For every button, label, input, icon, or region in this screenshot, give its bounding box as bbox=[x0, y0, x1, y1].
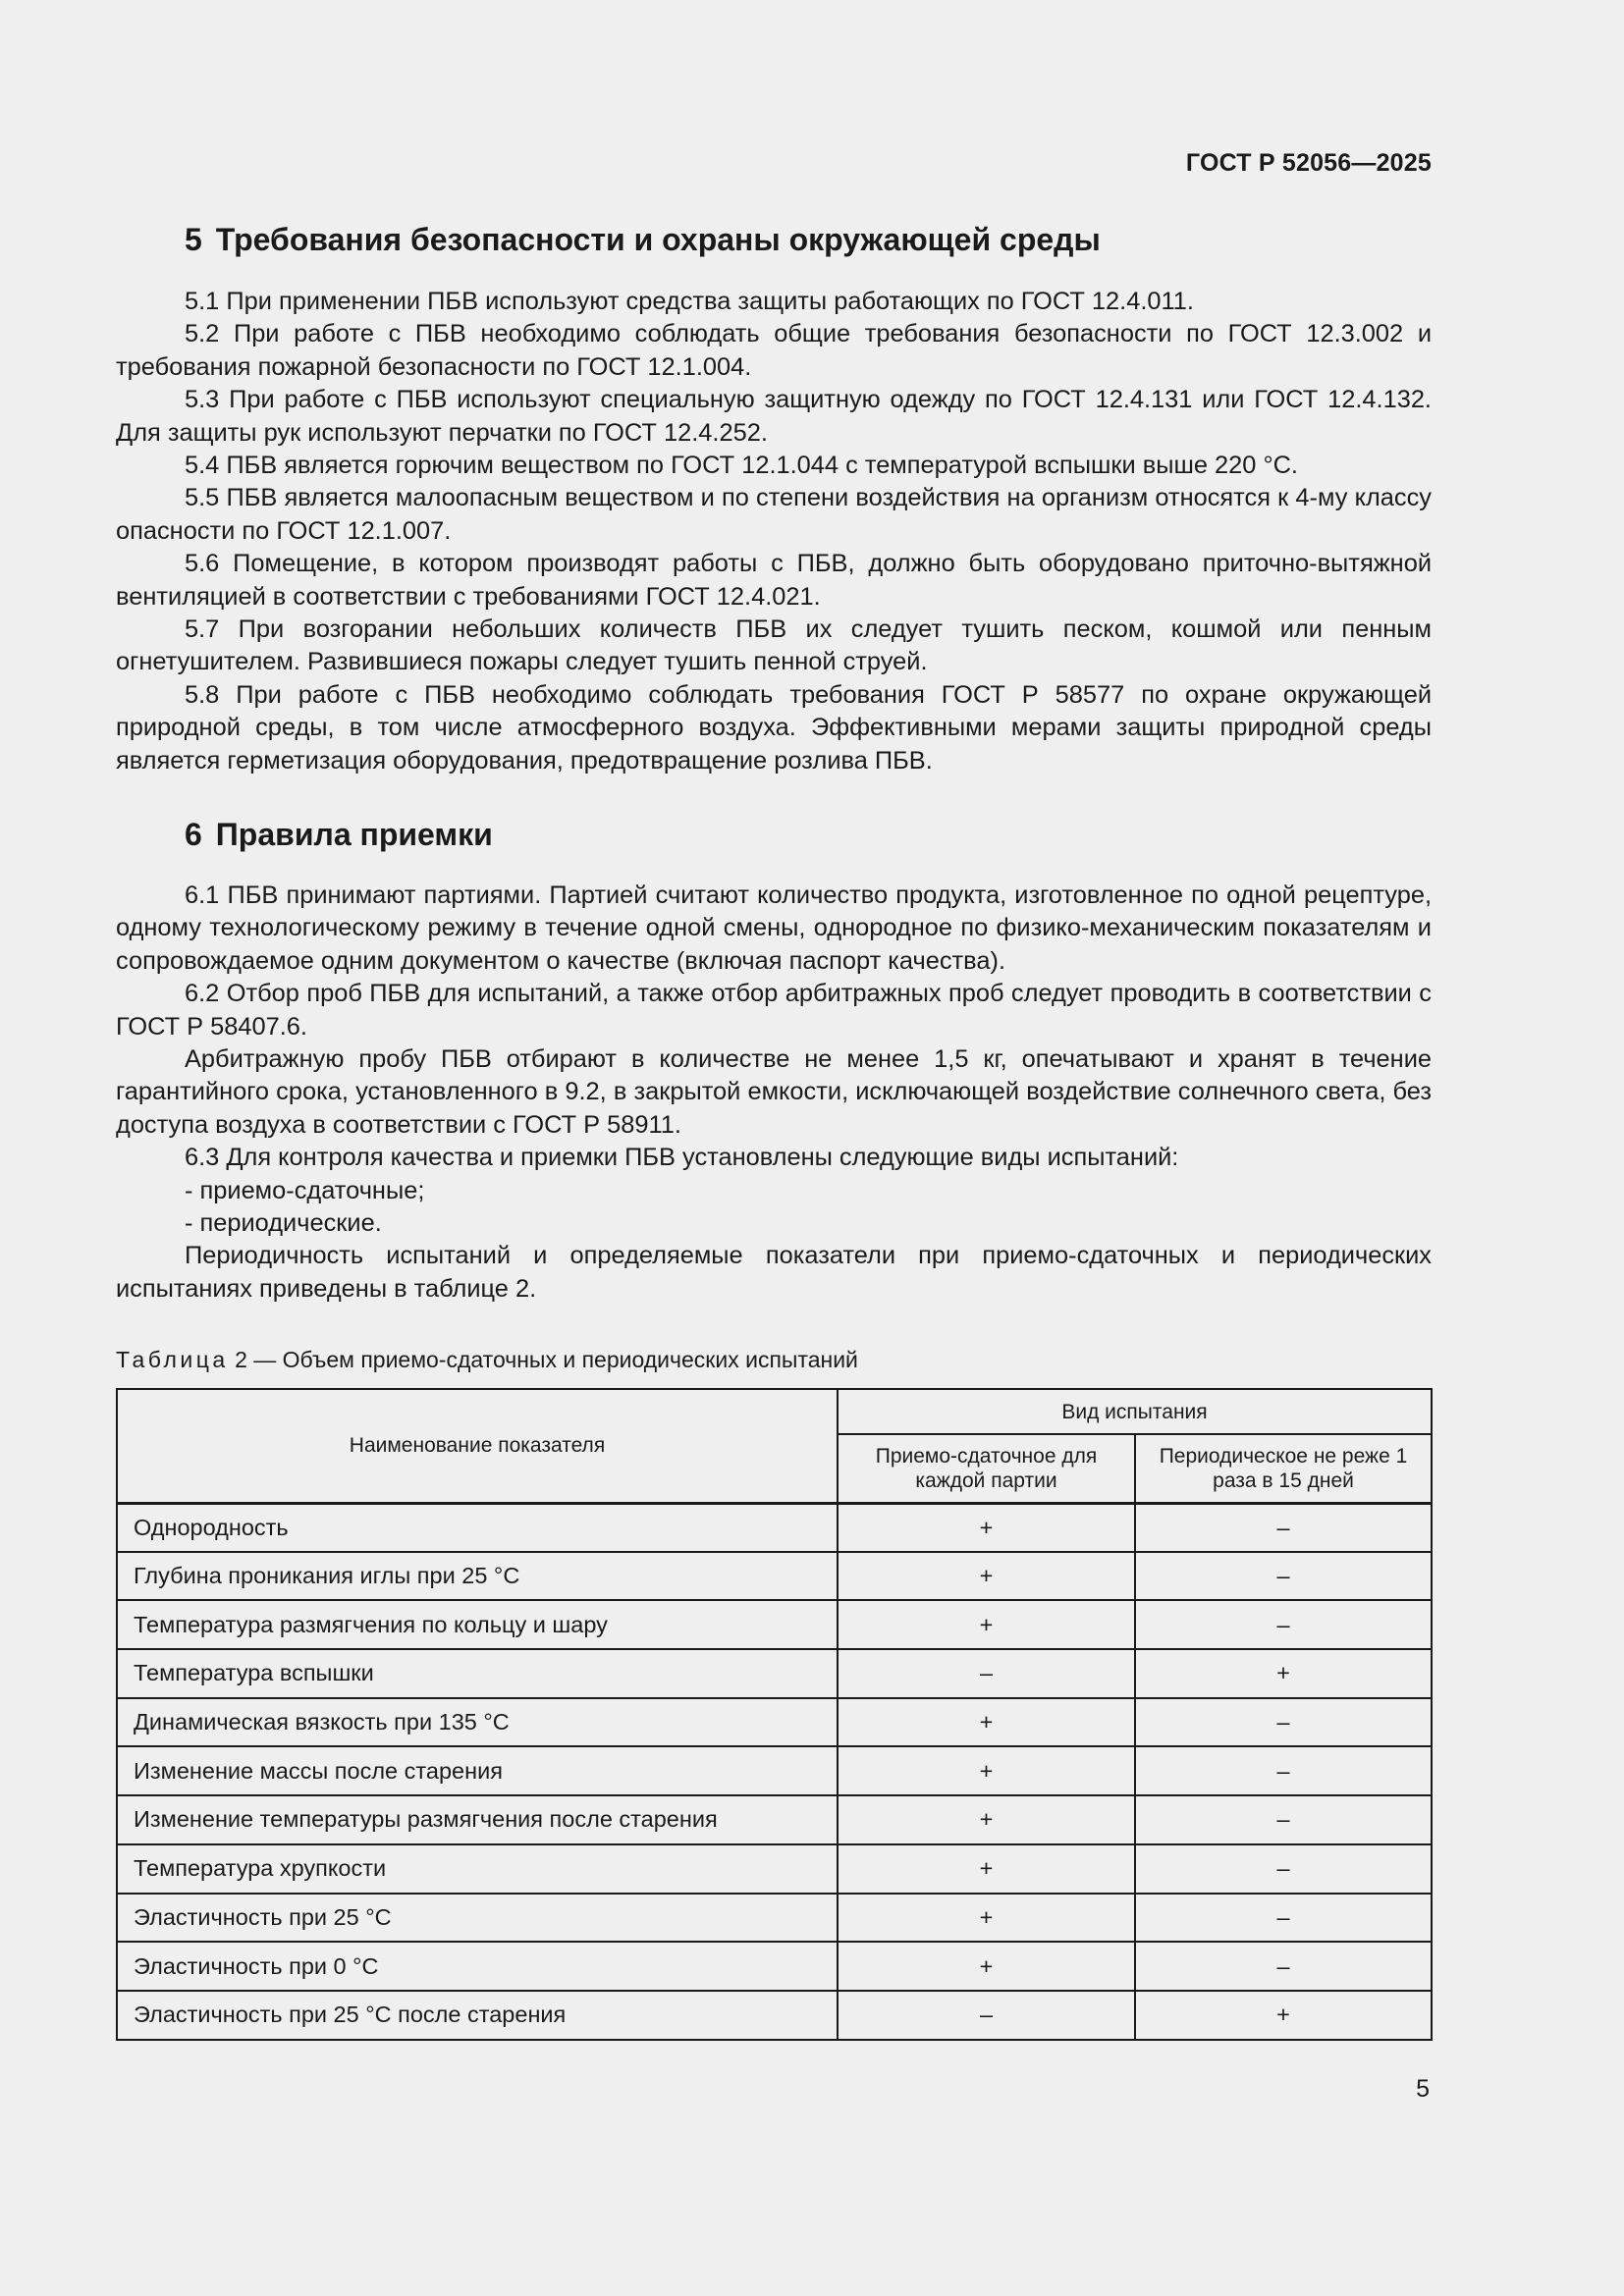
paragraph-6-2-arbitration: Арбитражную пробу ПБВ отбирают в количестве не менее 1,5 кг, опечатывают и хранят в течение гарантийного срока, установленного в 9.2, в закрытой емкости, исключающей воздействие солнечного света, без доступа воздуха в соответствии с ГОСТ Р 58911. bbox=[116, 1045, 1432, 1139]
indicator-name: Температура вспышки bbox=[117, 1649, 838, 1698]
indicator-name: Однородность bbox=[117, 1503, 838, 1552]
header-acceptance: Приемо-сдаточное для каждой партии bbox=[838, 1434, 1135, 1503]
section-6-number: 6 bbox=[185, 817, 202, 852]
section-5-number: 5 bbox=[185, 222, 202, 257]
acceptance-mark: + bbox=[838, 1503, 1135, 1552]
paragraph-6-2: 6.2 Отбор проб ПБВ для испытаний, а также отбор арбитражных проб следует проводить в соответствии с ГОСТ Р 58407.6. bbox=[116, 980, 1432, 1041]
periodic-mark: – bbox=[1135, 1746, 1432, 1795]
acceptance-mark: – bbox=[838, 1991, 1135, 2040]
acceptance-mark: + bbox=[838, 1942, 1135, 1991]
indicator-name: Температура хрупкости bbox=[117, 1844, 838, 1894]
table-row bbox=[117, 1991, 1432, 2040]
header-test-type: Вид испытания bbox=[838, 1389, 1432, 1434]
table-row bbox=[117, 1894, 1432, 1943]
table-caption-word: Таблица bbox=[116, 1347, 229, 1372]
periodic-mark: – bbox=[1135, 1844, 1432, 1894]
table-row bbox=[117, 1600, 1432, 1649]
indicator-name: Глубина проникания иглы при 25 °С bbox=[117, 1552, 838, 1601]
paragraph-5-4: 5.4 ПБВ является горючим веществом по ГОСТ 12.1.044 с температурой вспышки выше 220 °С. bbox=[185, 452, 1298, 480]
table-row bbox=[117, 1649, 1432, 1698]
table-row bbox=[117, 1795, 1432, 1844]
indicator-name: Эластичность при 0 °С bbox=[117, 1942, 838, 1991]
table-row bbox=[117, 1552, 1432, 1601]
paragraph-5-5: 5.5 ПБВ является малоопасным веществом и по степени воздействия на организм относятся к 4-му классу опасности по ГОСТ 12.1.007. bbox=[116, 484, 1432, 545]
table-row bbox=[117, 1746, 1432, 1795]
acceptance-mark: + bbox=[838, 1600, 1135, 1649]
acceptance-mark: – bbox=[838, 1649, 1135, 1698]
list-item-acceptance: - приемо-сдаточные; bbox=[185, 1176, 425, 1204]
section-5-title: Требования безопасности и охраны окружающей среды bbox=[215, 222, 1101, 257]
acceptance-mark: + bbox=[838, 1894, 1135, 1943]
acceptance-mark: + bbox=[838, 1552, 1135, 1601]
indicator-name: Изменение температуры размягчения после старения bbox=[117, 1795, 838, 1844]
indicator-name: Температура размягчения по кольцу и шару bbox=[117, 1600, 838, 1649]
acceptance-mark: + bbox=[838, 1795, 1135, 1844]
section-6-heading bbox=[185, 817, 493, 853]
periodic-mark: – bbox=[1135, 1942, 1432, 1991]
indicator-name: Динамическая вязкость при 135 °С bbox=[117, 1698, 838, 1747]
periodic-mark: – bbox=[1135, 1552, 1432, 1601]
acceptance-mark: + bbox=[838, 1746, 1135, 1795]
periodic-mark: + bbox=[1135, 1991, 1432, 2040]
paragraph-5-6: 5.6 Помещение, в котором производят работы с ПБВ, должно быть оборудовано приточно-вытяжной вентиляцией в соответствии с требованиями ГОСТ 12.4.021. bbox=[116, 550, 1432, 611]
paragraph-6-1: 6.1 ПБВ принимают партиями. Партией считают количество продукта, изготовленное по одной рецептуре, одному технологическому режиму в течение одной смены, однородное по физико-механическим показателям и сопровождаемое одним документом о качестве (включая паспорт качества). bbox=[116, 881, 1432, 975]
section-6-body bbox=[116, 880, 1432, 1306]
paragraph-5-2: 5.2 При работе с ПБВ необходимо соблюдать общие требования безопасности по ГОСТ 12.3.002 и требования пожарной безопасности по ГОСТ 12.1.004. bbox=[116, 320, 1432, 381]
indicator-name: Эластичность при 25 °С bbox=[117, 1894, 838, 1943]
section-5-heading bbox=[185, 222, 1101, 258]
paragraph-5-8: 5.8 При работе с ПБВ необходимо соблюдать требования ГОСТ Р 58577 по охране окружающей природной среды, в том числе атмосферного воздуха. Эффективными мерами защиты природной среды является герметизация оборудования, предотвращение розлива ПБВ. bbox=[116, 680, 1432, 774]
section-5-body bbox=[116, 286, 1432, 777]
header-indicator-name: Наименование показателя bbox=[117, 1389, 838, 1503]
header-periodic: Периодическое не реже 1 раза в 15 дней bbox=[1135, 1434, 1432, 1503]
paragraph-5-1: 5.1 При применении ПБВ используют средства защиты работающих по ГОСТ 12.4.011. bbox=[185, 288, 1194, 315]
paragraph-5-3: 5.3 При работе с ПБВ используют специальную защитную одежду по ГОСТ 12.4.131 или ГОСТ 12.4.132. Для защиты рук используют перчатки по ГОСТ 12.4.252. bbox=[116, 386, 1432, 447]
periodic-mark: – bbox=[1135, 1698, 1432, 1747]
periodic-mark: + bbox=[1135, 1649, 1432, 1698]
indicator-name: Изменение массы после старения bbox=[117, 1746, 838, 1795]
section-6-title: Правила приемки bbox=[215, 817, 493, 852]
paragraph-6-3-table-ref: Периодичность испытаний и определяемые показатели при приемо-сдаточных и периодических испытаниях приведены в таблице 2. bbox=[116, 1242, 1432, 1303]
tests-table bbox=[116, 1388, 1433, 2041]
acceptance-mark: + bbox=[838, 1698, 1135, 1747]
paragraph-5-7: 5.7 При возгорании небольших количеств ПБВ их следует тушить песком, кошмой или пенным огнетушителем. Развившиеся пожары следует тушить пенной струей. bbox=[116, 615, 1432, 676]
table-caption-text: 2 — Объем приемо-сдаточных и периодических испытаний bbox=[235, 1347, 858, 1372]
table-row bbox=[117, 1942, 1432, 1991]
document-code: ГОСТ Р 52056—2025 bbox=[1185, 149, 1432, 177]
periodic-mark: – bbox=[1135, 1894, 1432, 1943]
paragraph-6-3: 6.3 Для контроля качества и приемки ПБВ установлены следующие виды испытаний: bbox=[185, 1144, 1179, 1172]
table-caption bbox=[116, 1347, 858, 1373]
table-row bbox=[117, 1503, 1432, 1552]
periodic-mark: – bbox=[1135, 1600, 1432, 1649]
periodic-mark: – bbox=[1135, 1503, 1432, 1552]
table-row bbox=[117, 1698, 1432, 1747]
list-item-periodic: - периодические. bbox=[185, 1209, 382, 1238]
periodic-mark: – bbox=[1135, 1795, 1432, 1844]
table-row bbox=[117, 1844, 1432, 1894]
page-number: 5 bbox=[1416, 2075, 1430, 2103]
acceptance-mark: + bbox=[838, 1844, 1135, 1894]
indicator-name: Эластичность при 25 °С после старения bbox=[117, 1991, 838, 2040]
